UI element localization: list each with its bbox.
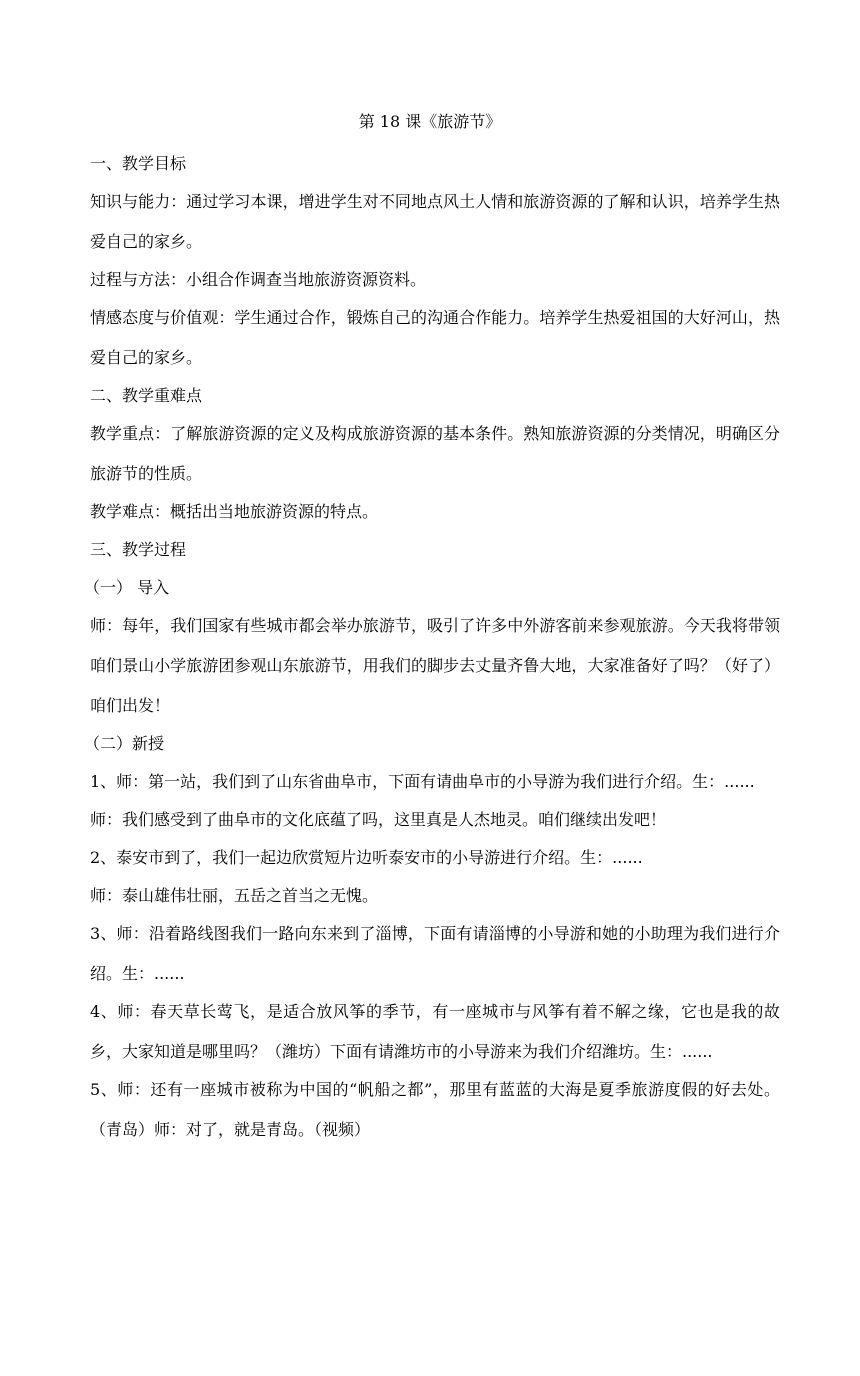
paragraph-stop-3: 3、师：沿着路线图我们一路向东来到了淄博，下面有请淄博的小导游和她的小助理为我们进行介绍。生：......: [90, 924, 780, 983]
section-heading-key-points: 二、教学重难点: [90, 386, 203, 405]
paragraph-stop-1-comment: 师：我们感受到了曲阜市的文化底蕴了吗，这里真是人杰地灵。咱们继续出发吧！: [90, 810, 667, 829]
subheading-new-lesson: （二）新授: [84, 734, 165, 753]
paragraph-process-method: 过程与方法：小组合作调查当地旅游资源资料。: [90, 270, 427, 289]
paragraph-knowledge-ability: 知识与能力：通过学习本课，增进学生对不同地点风土人情和旅游资源的了解和认识，培养学生热爱自己的家乡。: [90, 192, 780, 251]
paragraph-introduction: 师：每年，我们国家有些城市都会举办旅游节，吸引了许多中外游客前来参观旅游。今天我将带领咱们景山小学旅游团参观山东旅游节，用我们的脚步去丈量齐鲁大地，大家准备好了吗？（好了）咱们出发！: [90, 616, 780, 715]
lesson-title: 第 18 课《旅游节》: [358, 112, 502, 131]
paragraph-stop-2: 2、泰安市到了，我们一起边欣赏短片边听泰安市的小导游进行介绍。生：......: [90, 848, 643, 867]
paragraph-stop-5: 5、师：还有一座城市被称为中国的“帆船之都”，那里有蓝蓝的大海是夏季旅游度假的好去处。（青岛）师：对了，就是青岛。（视频）: [90, 1080, 780, 1139]
paragraph-stop-2-comment: 师：泰山雄伟壮丽，五岳之首当之无愧。: [90, 886, 379, 905]
paragraph-stop-4: 4、师：春天草长莺飞，是适合放风筝的季节，有一座城市与风筝有着不解之缘，它也是我的故乡，大家知道是哪里吗？（潍坊）下面有请潍坊市的小导游来为我们介绍潍坊。生：......: [90, 1002, 780, 1061]
paragraph-stop-1: 1、师：第一站，我们到了山东省曲阜市，下面有请曲阜市的小导游为我们进行介绍。生：......: [90, 772, 755, 791]
paragraph-difficult-point: 教学难点：概括出当地旅游资源的特点。: [90, 502, 379, 521]
section-heading-objectives: 一、教学目标: [90, 154, 187, 173]
paragraph-emotion-values: 情感态度与价值观：学生通过合作，锻炼自己的沟通合作能力。培养学生热爱祖国的大好河山，热爱自己的家乡。: [90, 308, 780, 367]
section-heading-process: 三、教学过程: [90, 540, 187, 559]
document-body: [84, 152, 780, 1156]
paragraph-key-point: 教学重点：了解旅游资源的定义及构成旅游资源的基本条件。熟知旅游资源的分类情况，明确区分旅游节的性质。: [90, 424, 780, 483]
subheading-introduction: （一） 导入: [84, 578, 170, 597]
